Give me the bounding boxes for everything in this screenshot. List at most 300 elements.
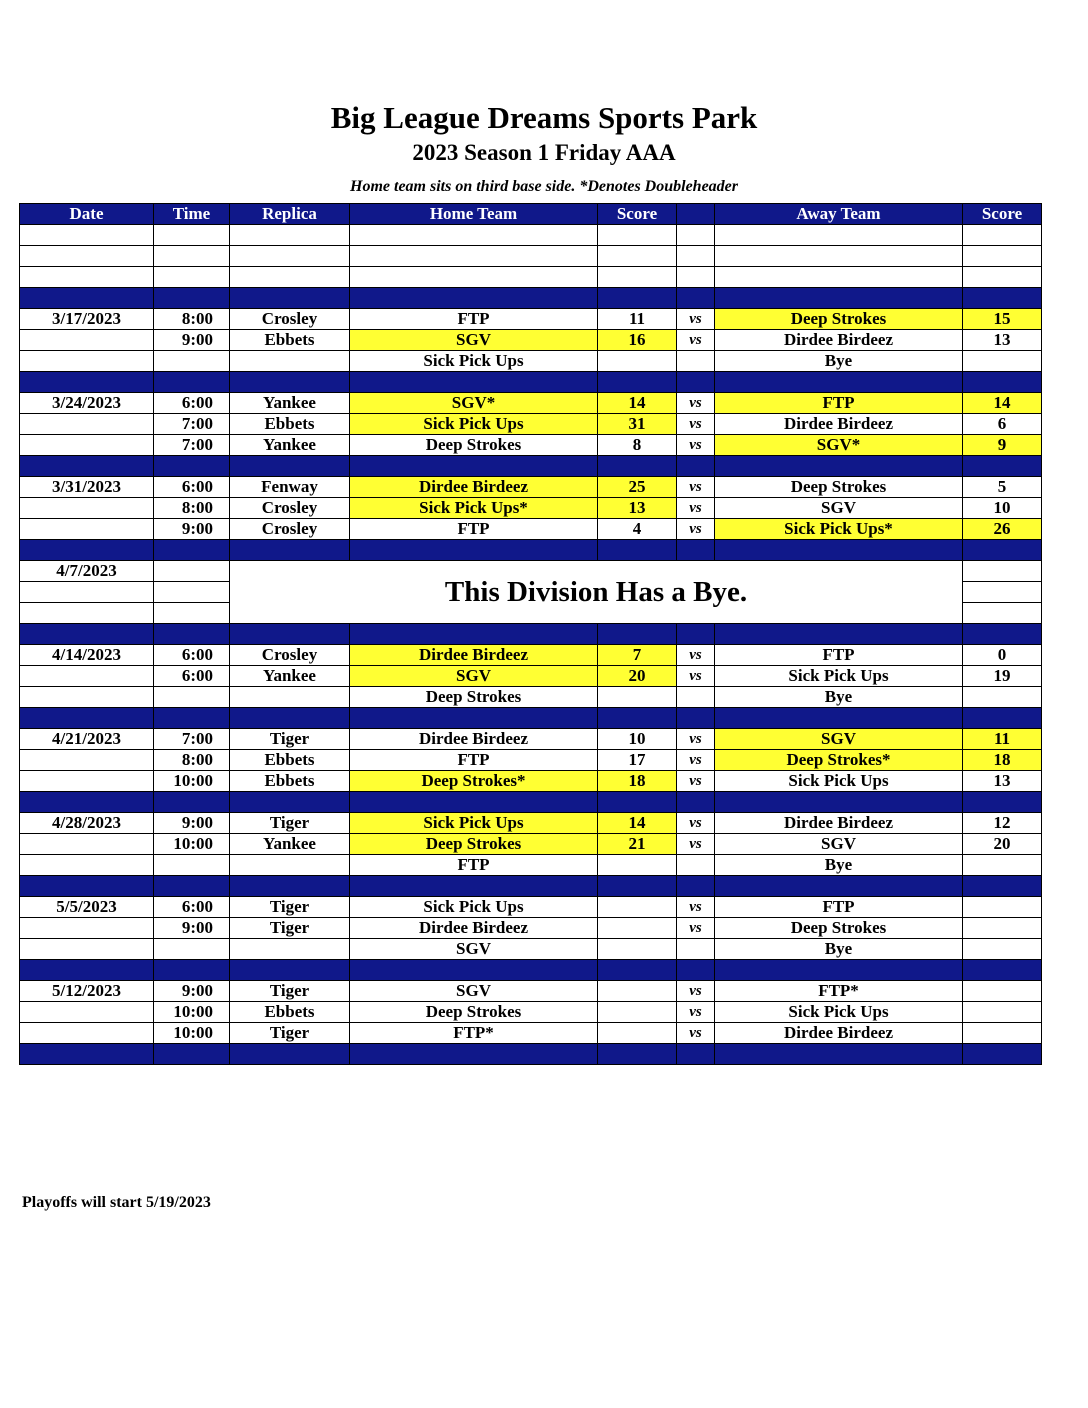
time-cell: 10:00 [154, 771, 230, 792]
away-score-cell: 0 [963, 645, 1042, 666]
home-team-cell: Sick Pick Ups [350, 414, 598, 435]
away-team-cell: Deep Strokes* [715, 750, 963, 771]
col-header-vs [677, 204, 715, 225]
separator-cell [154, 960, 230, 981]
separator-cell [715, 456, 963, 477]
replica-cell: Tiger [230, 981, 350, 1002]
separator-cell [677, 1044, 715, 1065]
date-cell [20, 834, 154, 855]
col-header-time: Time [154, 204, 230, 225]
blank-cell [154, 267, 230, 288]
game-row [20, 687, 1042, 708]
separator-cell [230, 876, 350, 897]
away-score-cell: 26 [963, 519, 1042, 540]
game-row [20, 477, 1042, 498]
vs-cell: vs [677, 498, 715, 519]
home-score-cell: 20 [598, 666, 677, 687]
vs-cell: vs [677, 414, 715, 435]
blank-cell [598, 225, 677, 246]
game-row [20, 1023, 1042, 1044]
home-team-cell: Deep Strokes [350, 834, 598, 855]
home-score-cell [598, 939, 677, 960]
replica-cell: Yankee [230, 834, 350, 855]
separator-cell [598, 288, 677, 309]
away-score-cell: 18 [963, 750, 1042, 771]
time-cell: 10:00 [154, 1002, 230, 1023]
away-score-cell: 19 [963, 666, 1042, 687]
home-team-cell: SGV [350, 666, 598, 687]
home-score-cell [598, 855, 677, 876]
blank-cell [598, 246, 677, 267]
separator-cell [350, 960, 598, 981]
away-team-cell: Bye [715, 855, 963, 876]
separator-cell [154, 624, 230, 645]
separator-cell [677, 960, 715, 981]
game-row [20, 519, 1042, 540]
schedule-body [20, 225, 1042, 1065]
vs-cell: vs [677, 309, 715, 330]
separator-cell [230, 960, 350, 981]
time-cell: 9:00 [154, 519, 230, 540]
separator-cell [350, 624, 598, 645]
home-score-cell: 8 [598, 435, 677, 456]
time-cell: 9:00 [154, 813, 230, 834]
time-cell [154, 351, 230, 372]
separator-cell [20, 372, 154, 393]
blank-cell [677, 267, 715, 288]
home-team-cell: SGV [350, 981, 598, 1002]
away-score-cell [963, 582, 1042, 603]
blank-cell [20, 225, 154, 246]
date-cell: 4/21/2023 [20, 729, 154, 750]
away-score-cell [963, 687, 1042, 708]
home-score-cell [598, 351, 677, 372]
home-team-cell: SGV* [350, 393, 598, 414]
replica-cell: Yankee [230, 393, 350, 414]
home-score-cell [598, 1002, 677, 1023]
away-team-cell: FTP* [715, 981, 963, 1002]
separator-cell [715, 876, 963, 897]
away-team-cell: FTP [715, 393, 963, 414]
away-team-cell: Dirdee Birdeez [715, 330, 963, 351]
vs-cell: vs [677, 330, 715, 351]
away-team-cell: Bye [715, 687, 963, 708]
game-row [20, 666, 1042, 687]
game-row [20, 351, 1042, 372]
home-score-cell: 7 [598, 645, 677, 666]
away-team-cell: SGV [715, 498, 963, 519]
separator-cell [963, 288, 1042, 309]
separator-cell [963, 792, 1042, 813]
game-row [20, 981, 1042, 1002]
time-cell: 7:00 [154, 414, 230, 435]
vs-cell: vs [677, 1023, 715, 1044]
vs-cell: vs [677, 477, 715, 498]
home-team-cell: FTP* [350, 1023, 598, 1044]
col-header-replica: Replica [230, 204, 350, 225]
separator-cell [715, 540, 963, 561]
away-team-cell: Deep Strokes [715, 477, 963, 498]
vs-cell: vs [677, 981, 715, 1002]
time-cell [154, 687, 230, 708]
vs-cell: vs [677, 771, 715, 792]
separator-cell [154, 876, 230, 897]
away-score-cell [963, 939, 1042, 960]
vs-cell: vs [677, 645, 715, 666]
away-score-cell [963, 1002, 1042, 1023]
separator-cell [677, 708, 715, 729]
date-cell: 4/7/2023 [20, 561, 154, 582]
separator-cell [350, 876, 598, 897]
col-header-away-team: Away Team [715, 204, 963, 225]
replica-cell [230, 687, 350, 708]
date-cell [20, 330, 154, 351]
date-cell [20, 519, 154, 540]
away-team-cell: Sick Pick Ups [715, 666, 963, 687]
blank-cell [598, 267, 677, 288]
date-cell: 3/31/2023 [20, 477, 154, 498]
bye-row [20, 561, 1042, 582]
home-score-cell: 25 [598, 477, 677, 498]
separator-cell [20, 876, 154, 897]
home-score-cell [598, 918, 677, 939]
separator-cell [350, 792, 598, 813]
separator-cell [677, 288, 715, 309]
time-cell: 9:00 [154, 918, 230, 939]
separator-cell [963, 540, 1042, 561]
col-header-date: Date [20, 204, 154, 225]
replica-cell [230, 351, 350, 372]
replica-cell: Ebbets [230, 330, 350, 351]
replica-cell: Ebbets [230, 414, 350, 435]
away-score-cell: 10 [963, 498, 1042, 519]
blank-cell [715, 267, 963, 288]
home-team-cell: Sick Pick Ups [350, 813, 598, 834]
separator-cell [677, 456, 715, 477]
col-header-away-score: Score [963, 204, 1042, 225]
game-row [20, 498, 1042, 519]
separator-cell [20, 624, 154, 645]
separator-cell [715, 1044, 963, 1065]
date-cell [20, 351, 154, 372]
time-cell: 9:00 [154, 981, 230, 1002]
separator-cell [20, 456, 154, 477]
separator-cell [350, 1044, 598, 1065]
replica-cell: Tiger [230, 1023, 350, 1044]
away-score-cell: 14 [963, 393, 1042, 414]
time-cell: 10:00 [154, 834, 230, 855]
separator-row [20, 288, 1042, 309]
blank-cell [715, 246, 963, 267]
game-row [20, 435, 1042, 456]
away-team-cell: Dirdee Birdeez [715, 1023, 963, 1044]
separator-row [20, 456, 1042, 477]
away-score-cell: 20 [963, 834, 1042, 855]
home-team-cell: Deep Strokes* [350, 771, 598, 792]
away-score-cell: 6 [963, 414, 1042, 435]
away-score-cell: 5 [963, 477, 1042, 498]
separator-row [20, 372, 1042, 393]
time-cell: 9:00 [154, 330, 230, 351]
vs-cell: vs [677, 435, 715, 456]
separator-row [20, 960, 1042, 981]
blank-cell [20, 246, 154, 267]
date-cell [20, 414, 154, 435]
replica-cell: Tiger [230, 729, 350, 750]
separator-row [20, 624, 1042, 645]
col-header-home-team: Home Team [350, 204, 598, 225]
date-cell [20, 582, 154, 603]
time-cell: 6:00 [154, 393, 230, 414]
replica-cell: Yankee [230, 435, 350, 456]
home-score-cell: 17 [598, 750, 677, 771]
separator-cell [598, 792, 677, 813]
away-team-cell: Dirdee Birdeez [715, 414, 963, 435]
separator-cell [715, 624, 963, 645]
blank-cell [154, 246, 230, 267]
blank-cell [963, 225, 1042, 246]
separator-cell [154, 792, 230, 813]
replica-cell: Tiger [230, 813, 350, 834]
home-score-cell: 14 [598, 813, 677, 834]
game-row [20, 834, 1042, 855]
blank-cell [677, 246, 715, 267]
home-team-cell: Sick Pick Ups [350, 897, 598, 918]
time-cell: 7:00 [154, 729, 230, 750]
blank-cell [154, 225, 230, 246]
game-row [20, 1002, 1042, 1023]
separator-cell [715, 792, 963, 813]
game-row [20, 750, 1042, 771]
blank-cell [350, 225, 598, 246]
blank-cell [677, 225, 715, 246]
away-score-cell [963, 561, 1042, 582]
separator-cell [598, 540, 677, 561]
away-team-cell: FTP [715, 645, 963, 666]
game-row [20, 918, 1042, 939]
replica-cell: Crosley [230, 519, 350, 540]
blank-row [20, 267, 1042, 288]
separator-cell [598, 1044, 677, 1065]
separator-row [20, 708, 1042, 729]
game-row [20, 729, 1042, 750]
time-cell [154, 582, 230, 603]
blank-cell [963, 267, 1042, 288]
away-score-cell [963, 981, 1042, 1002]
separator-cell [230, 456, 350, 477]
time-cell: 6:00 [154, 477, 230, 498]
separator-cell [715, 708, 963, 729]
schedule-table [19, 203, 1042, 1065]
replica-cell: Yankee [230, 666, 350, 687]
separator-cell [598, 960, 677, 981]
home-score-cell: 4 [598, 519, 677, 540]
game-row [20, 414, 1042, 435]
date-cell: 4/14/2023 [20, 645, 154, 666]
time-cell: 8:00 [154, 750, 230, 771]
date-cell [20, 771, 154, 792]
separator-row [20, 792, 1042, 813]
replica-cell: Tiger [230, 918, 350, 939]
home-team-cell: Sick Pick Ups* [350, 498, 598, 519]
blank-row [20, 225, 1042, 246]
separator-cell [230, 288, 350, 309]
home-score-cell: 13 [598, 498, 677, 519]
vs-cell: vs [677, 393, 715, 414]
date-cell: 4/28/2023 [20, 813, 154, 834]
blank-cell [715, 225, 963, 246]
vs-cell [677, 351, 715, 372]
away-score-cell [963, 918, 1042, 939]
home-score-cell [598, 897, 677, 918]
away-score-cell [963, 1023, 1042, 1044]
home-team-cell: Dirdee Birdeez [350, 645, 598, 666]
replica-cell: Crosley [230, 645, 350, 666]
game-row [20, 309, 1042, 330]
separator-cell [20, 1044, 154, 1065]
date-cell [20, 666, 154, 687]
home-team-cell: Dirdee Birdeez [350, 729, 598, 750]
away-score-cell: 15 [963, 309, 1042, 330]
vs-cell: vs [677, 918, 715, 939]
blank-cell [20, 267, 154, 288]
schedule-note: Home team sits on third base side. *Denotes Doubleheader [350, 178, 738, 195]
away-team-cell: Dirdee Birdeez [715, 813, 963, 834]
away-team-cell: SGV [715, 729, 963, 750]
away-score-cell [963, 351, 1042, 372]
separator-cell [20, 540, 154, 561]
away-team-cell: SGV [715, 834, 963, 855]
date-cell: 3/17/2023 [20, 309, 154, 330]
home-team-cell: Deep Strokes [350, 1002, 598, 1023]
date-cell [20, 939, 154, 960]
vs-cell [677, 855, 715, 876]
date-cell [20, 687, 154, 708]
separator-cell [963, 624, 1042, 645]
game-row [20, 393, 1042, 414]
game-row [20, 897, 1042, 918]
date-cell [20, 1023, 154, 1044]
away-team-cell: Deep Strokes [715, 918, 963, 939]
replica-cell [230, 855, 350, 876]
vs-cell: vs [677, 519, 715, 540]
date-cell [20, 918, 154, 939]
time-cell [154, 603, 230, 624]
home-score-cell: 16 [598, 330, 677, 351]
time-cell: 10:00 [154, 1023, 230, 1044]
away-score-cell: 11 [963, 729, 1042, 750]
vs-cell: vs [677, 813, 715, 834]
time-cell: 7:00 [154, 435, 230, 456]
date-cell: 5/5/2023 [20, 897, 154, 918]
playoffs-note: Playoffs will start 5/19/2023 [22, 1194, 211, 1211]
replica-cell: Ebbets [230, 771, 350, 792]
separator-cell [598, 876, 677, 897]
away-team-cell: Sick Pick Ups [715, 1002, 963, 1023]
home-team-cell: Dirdee Birdeez [350, 477, 598, 498]
separator-cell [598, 624, 677, 645]
replica-cell [230, 939, 350, 960]
away-team-cell: Sick Pick Ups* [715, 519, 963, 540]
separator-cell [154, 288, 230, 309]
separator-row [20, 1044, 1042, 1065]
time-cell: 6:00 [154, 666, 230, 687]
replica-cell: Tiger [230, 897, 350, 918]
date-cell [20, 435, 154, 456]
blank-row [20, 246, 1042, 267]
game-row [20, 645, 1042, 666]
game-row [20, 330, 1042, 351]
separator-cell [350, 288, 598, 309]
home-score-cell: 18 [598, 771, 677, 792]
separator-cell [20, 792, 154, 813]
separator-cell [715, 960, 963, 981]
home-score-cell: 14 [598, 393, 677, 414]
separator-cell [598, 456, 677, 477]
away-score-cell: 13 [963, 771, 1042, 792]
away-team-cell: Deep Strokes [715, 309, 963, 330]
home-team-cell: SGV [350, 939, 598, 960]
vs-cell [677, 687, 715, 708]
home-team-cell: FTP [350, 519, 598, 540]
home-team-cell: SGV [350, 330, 598, 351]
date-cell [20, 855, 154, 876]
separator-cell [677, 372, 715, 393]
separator-cell [350, 708, 598, 729]
replica-cell: Ebbets [230, 1002, 350, 1023]
home-score-cell: 11 [598, 309, 677, 330]
separator-cell [20, 960, 154, 981]
vs-cell: vs [677, 834, 715, 855]
home-team-cell: FTP [350, 750, 598, 771]
date-cell: 3/24/2023 [20, 393, 154, 414]
separator-cell [598, 708, 677, 729]
away-team-cell: FTP [715, 897, 963, 918]
separator-cell [350, 372, 598, 393]
home-team-cell: FTP [350, 309, 598, 330]
header-row [20, 204, 1042, 225]
separator-cell [963, 1044, 1042, 1065]
home-team-cell: Deep Strokes [350, 687, 598, 708]
separator-cell [230, 372, 350, 393]
home-score-cell: 31 [598, 414, 677, 435]
time-cell: 8:00 [154, 309, 230, 330]
home-team-cell: Dirdee Birdeez [350, 918, 598, 939]
blank-cell [230, 246, 350, 267]
home-team-cell: Deep Strokes [350, 435, 598, 456]
separator-cell [963, 876, 1042, 897]
date-cell [20, 603, 154, 624]
home-score-cell: 10 [598, 729, 677, 750]
separator-cell [677, 540, 715, 561]
page-title: Big League Dreams Sports Park [330, 100, 758, 135]
separator-cell [230, 624, 350, 645]
time-cell [154, 939, 230, 960]
separator-cell [963, 456, 1042, 477]
separator-cell [677, 792, 715, 813]
vs-cell: vs [677, 1002, 715, 1023]
game-row [20, 771, 1042, 792]
time-cell: 6:00 [154, 897, 230, 918]
separator-cell [350, 540, 598, 561]
separator-cell [230, 540, 350, 561]
blank-cell [350, 267, 598, 288]
separator-cell [154, 456, 230, 477]
time-cell: 8:00 [154, 498, 230, 519]
separator-cell [230, 1044, 350, 1065]
separator-cell [677, 876, 715, 897]
blank-cell [230, 225, 350, 246]
